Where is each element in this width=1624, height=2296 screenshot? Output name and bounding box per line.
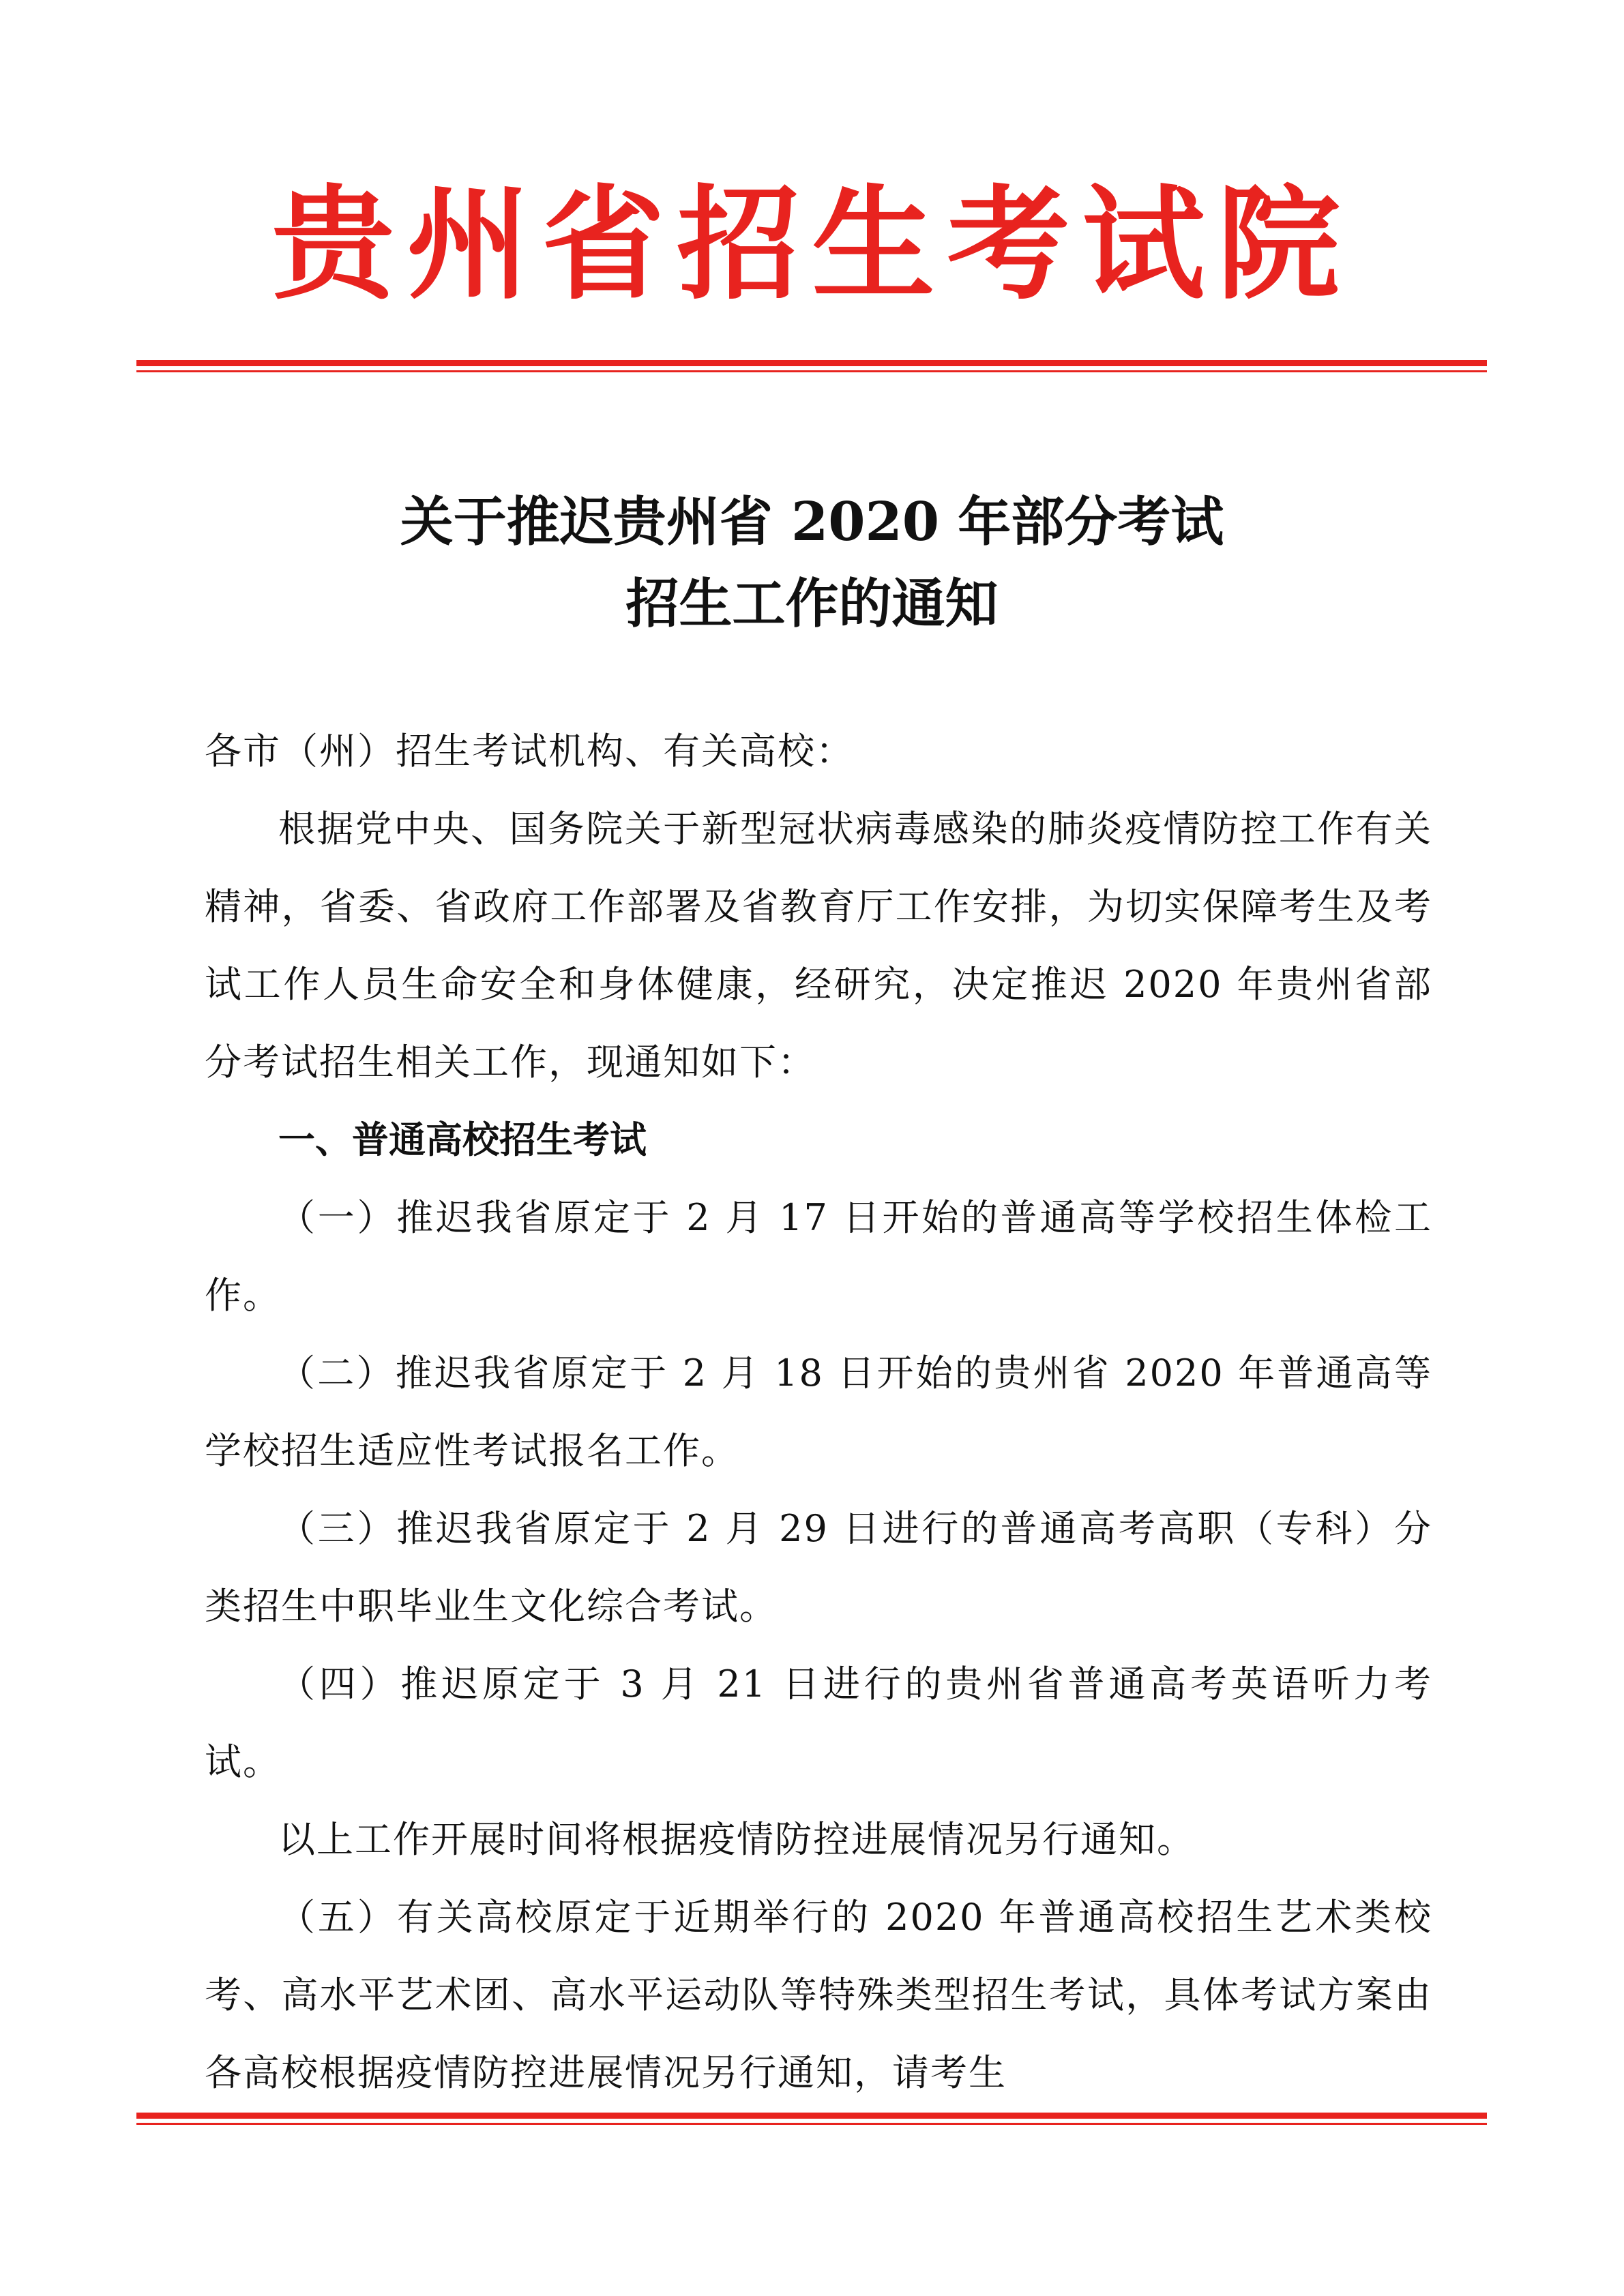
document-title-line1: 关于推迟贵州省 2020 年部分考试 bbox=[400, 491, 1224, 553]
footer-divider bbox=[136, 2113, 1487, 2125]
document-title-line2: 招生工作的通知 bbox=[625, 573, 999, 635]
document-body bbox=[205, 713, 1432, 2112]
item-2: （二）推迟我省原定于 2 月 18 日开始的贵州省 2020 年普通高等学校招生适应性考试报名工作。 bbox=[205, 1352, 1432, 1472]
item-5: （五）有关高校原定于近期举行的 2020 年普通高校招生艺术类校考、高水平艺术团、高水平运动队等特殊类型招生考试，具体考试方案由各高校根据疫情防控进展情况另行通知，请考生 bbox=[205, 1896, 1432, 2094]
letterhead-divider-top bbox=[136, 360, 1487, 372]
intro-paragraph: 根据党中央、国务院关于新型冠状病毒感染的肺炎疫情防控工作有关精神，省委、省政府工作部署及省教育厅工作安排，为切实保障考生及考试工作人员生命安全和身体健康，经研究，决定推迟 2020 年贵州省部分考试招生相关工作，现通知如下： bbox=[205, 807, 1432, 1084]
item-4: （四）推迟原定于 3 月 21 日进行的贵州省普通高考英语听力考试。 bbox=[205, 1663, 1432, 1783]
item-3: （三）推迟我省原定于 2 月 29 日进行的普通高考高职（专科）分类招生中职毕业生文化综合考试。 bbox=[205, 1507, 1432, 1628]
letterhead-org-name: 贵州省招生考试院 bbox=[271, 174, 1353, 316]
item-1: （一）推迟我省原定于 2 月 17 日开始的普通高等学校招生体检工作。 bbox=[205, 1196, 1432, 1317]
salutation: 各市（州）招生考试机构、有关高校： bbox=[205, 730, 854, 773]
section-heading-1: 一、普通高校招生考试 bbox=[278, 1118, 647, 1161]
note-paragraph: 以上工作开展时间将根据疫情防控进展情况另行通知。 bbox=[278, 1818, 1195, 1861]
